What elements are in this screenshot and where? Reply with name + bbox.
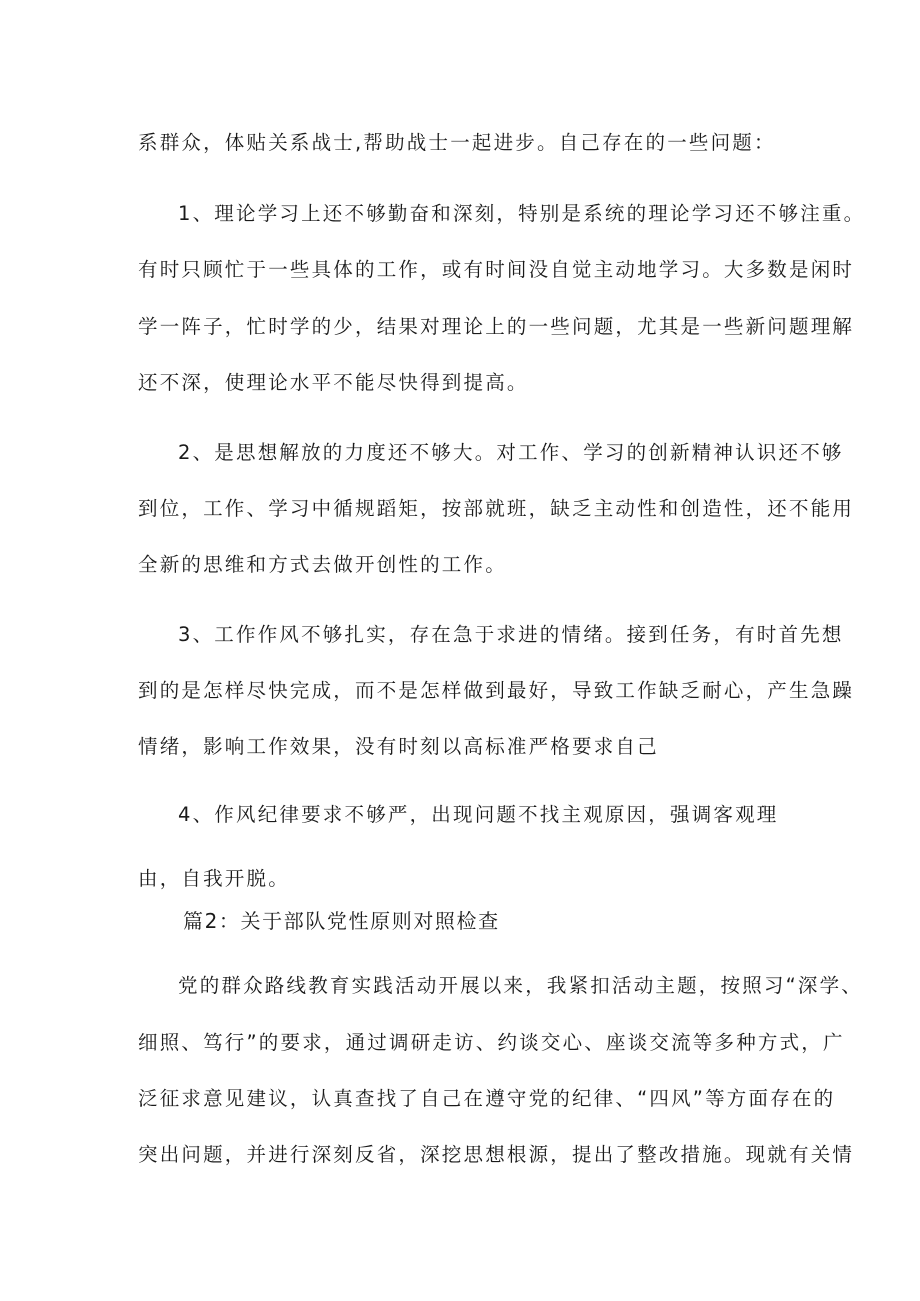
section-heading: 篇2：关于部队党性原则对照检查: [183, 909, 500, 933]
text-line: 突出问题，并进行深刻反省，深挖思想根源，提出了整改措施。现就有关情: [138, 1143, 855, 1166]
text-line: 情绪，影响工作效果，没有时刻以高标准严格要求自己: [138, 735, 659, 758]
text-line: 泛征求意见建议，认真查找了自己在遵守党的纪律、“四风”等方面存在的: [138, 1087, 836, 1110]
text-line: 全新的思维和方式去做开创性的工作。: [138, 553, 507, 576]
text-line: 有时只顾忙于一些具体的工作，或有时间没自觉主动地学习。大多数是闲时: [138, 258, 855, 281]
text-line: 1、理论学习上还不够勤奋和深刻，特别是系统的理论学习还不够注重。: [178, 202, 866, 225]
text-line: 由，自我开脱。: [138, 867, 290, 890]
text-line: 党的群众路线教育实践活动开展以来，我紧扣活动主题，按照习“深学、: [178, 974, 864, 997]
text-line: 到的是怎样尽快完成，而不是怎样做到最好，导致工作缺乏耐心，产生急躁: [138, 679, 855, 702]
text-line: 细照、笃行”的要求，通过调研走访、约谈交心、座谈交流等多种方式，广: [138, 1031, 845, 1054]
text-line: 2、是思想解放的力度还不够大。对工作、学习的创新精神认识还不够: [178, 441, 844, 464]
text-line: 到位，工作、学习中循规蹈矩，按部就班，缺乏主动性和创造性，还不能用: [138, 497, 855, 520]
text-line: 4、作风纪律要求不够严，出现问题不找主观原因，强调客观理: [178, 803, 779, 826]
text-line: 3、工作作风不够扎实，存在急于求进的情绪。接到任务，有时首先想: [178, 623, 844, 646]
text-line: 学一阵子，忙时学的少，结果对理论上的一些问题，尤其是一些新问题理解: [138, 315, 855, 338]
text-line: 系群众，体贴关系战士,帮助战士一起进步。自己存在的一些问题：: [138, 131, 776, 154]
text-line: 还不深，使理论水平不能尽快得到提高。: [138, 371, 529, 394]
